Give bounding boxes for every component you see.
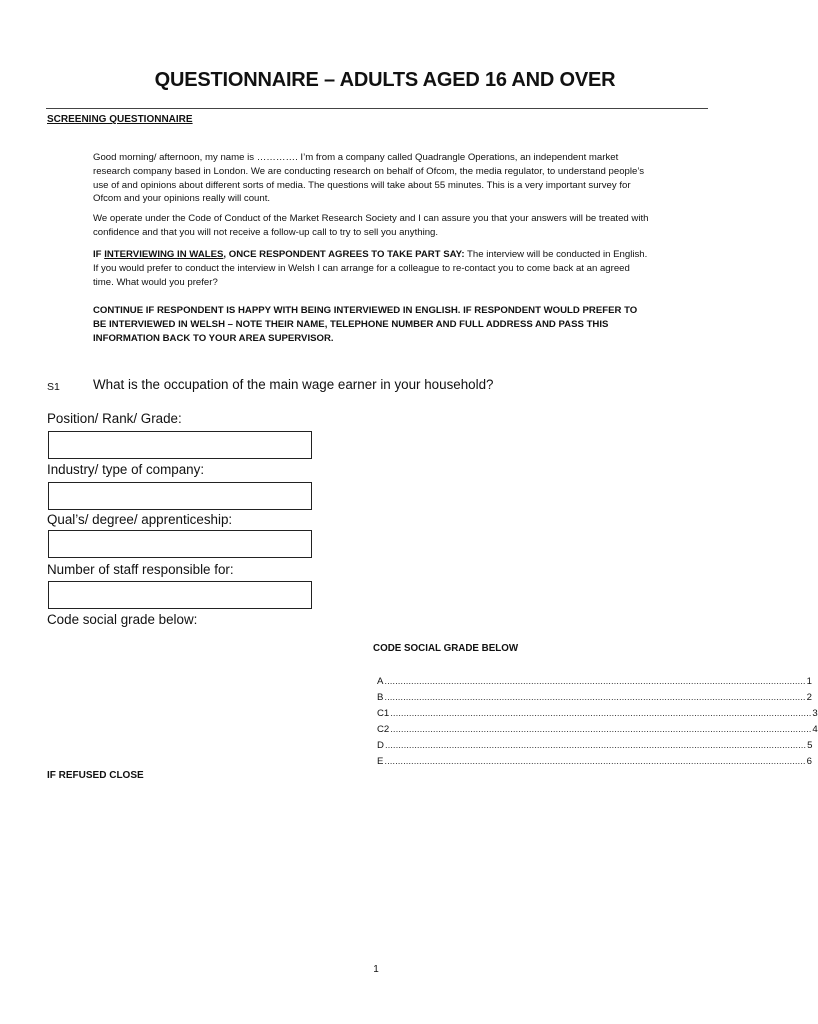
field-label-position: Position/ Rank/ Grade: — [47, 411, 182, 426]
leader-dots: .............................................................................................................................................................. — [384, 692, 806, 703]
code-value: 1 — [806, 676, 812, 687]
code-instruction: Code social grade below: — [47, 612, 198, 627]
leader-dots: .............................................................................................................................................................. — [384, 756, 806, 767]
title-divider — [46, 108, 708, 109]
refused-instruction: IF REFUSED CLOSE — [47, 770, 144, 781]
code-value: 4 — [812, 724, 818, 735]
code-option-e[interactable] — [377, 754, 812, 770]
code-value: 5 — [807, 740, 813, 751]
code-value: 6 — [806, 756, 812, 767]
code-heading: CODE SOCIAL GRADE BELOW — [373, 643, 519, 654]
code-option-c1[interactable] — [377, 706, 818, 722]
page-number: 1 — [373, 964, 379, 975]
code-label: B — [377, 692, 384, 703]
code-option-d[interactable] — [377, 738, 813, 754]
code-option-b[interactable] — [377, 690, 812, 706]
intro-text: We operate under the Code of Conduct of the Market Research Society and I can assure you that your answers will be treated with confidence and that you will not receive a follow-up call to try to sell you anything. — [93, 213, 649, 238]
intro-text: Good morning/ afternoon, my name is …………. I’m from a company called Quadrangle Operations, an independent market research company based in London. We are conducting research on behalf of Ofcom, the media regulator, to understand people’s use of and opinions about different sorts of media. The questions will take about 55 minutes. This is a very important survey for Ofcom and your opinions really will count. — [93, 152, 645, 205]
code-label: A — [377, 676, 384, 687]
leader-dots: .............................................................................................................................................................. — [390, 724, 812, 735]
field-label-qualifications: Qual’s/ degree/ apprenticeship: — [47, 512, 233, 527]
industry-input[interactable] — [48, 482, 312, 510]
code-label: C1 — [377, 708, 390, 719]
instruction-say: , ONCE RESPONDENT AGREES TO TAKE PART SAY: — [223, 249, 465, 260]
continue-instruction: CONTINUE IF RESPONDENT IS HAPPY WITH BEING INTERVIEWED IN ENGLISH. IF RESPONDENT WOULD PREFER TO BE INTERVIEWED IN WELSH – NOTE THEIR NAME, TELEPHONE NUMBER AND FULL ADDRESS AND PASS THIS INFORMATION BACK TO YOUR AREA SUPERVISOR. — [93, 305, 638, 344]
field-label-staff: Number of staff responsible for: — [47, 562, 234, 577]
code-value: 2 — [806, 692, 812, 703]
intro-paragraph-greeting — [93, 151, 653, 206]
position-input[interactable] — [48, 431, 312, 459]
code-label: E — [377, 756, 384, 767]
instruction-wales: INTERVIEWING IN WALES — [104, 249, 224, 260]
code-option-c2[interactable] — [377, 722, 818, 738]
field-label-industry: Industry/ type of company: — [47, 462, 205, 477]
question-number: S1 — [47, 381, 60, 393]
code-label: D — [377, 740, 384, 751]
code-value: 3 — [812, 708, 818, 719]
intro-paragraph-wales — [93, 248, 653, 289]
page-title: QUESTIONNAIRE – ADULTS AGED 16 AND OVER — [154, 69, 616, 91]
staff-count-input[interactable] — [48, 581, 312, 609]
section-heading: SCREENING QUESTIONNAIRE — [47, 114, 193, 125]
intro-paragraph-code-of-conduct — [93, 212, 653, 240]
qualifications-input[interactable] — [48, 530, 312, 558]
instruction-if: IF — [93, 249, 105, 260]
leader-dots: .............................................................................................................................................................. — [390, 708, 812, 719]
leader-dots: .............................................................................................................................................................. — [384, 740, 807, 751]
code-option-a[interactable] — [377, 674, 812, 690]
wales-script-text: The interview will be conducted in English. If you would prefer to conduct the interview in Welsh I can arrange for a colleague to re-contact you to come back at an agreed time. What would you prefer? — [93, 249, 648, 288]
leader-dots: .............................................................................................................................................................. — [384, 676, 806, 687]
question-text: What is the occupation of the main wage earner in your household? — [93, 377, 494, 392]
code-label: C2 — [377, 724, 390, 735]
